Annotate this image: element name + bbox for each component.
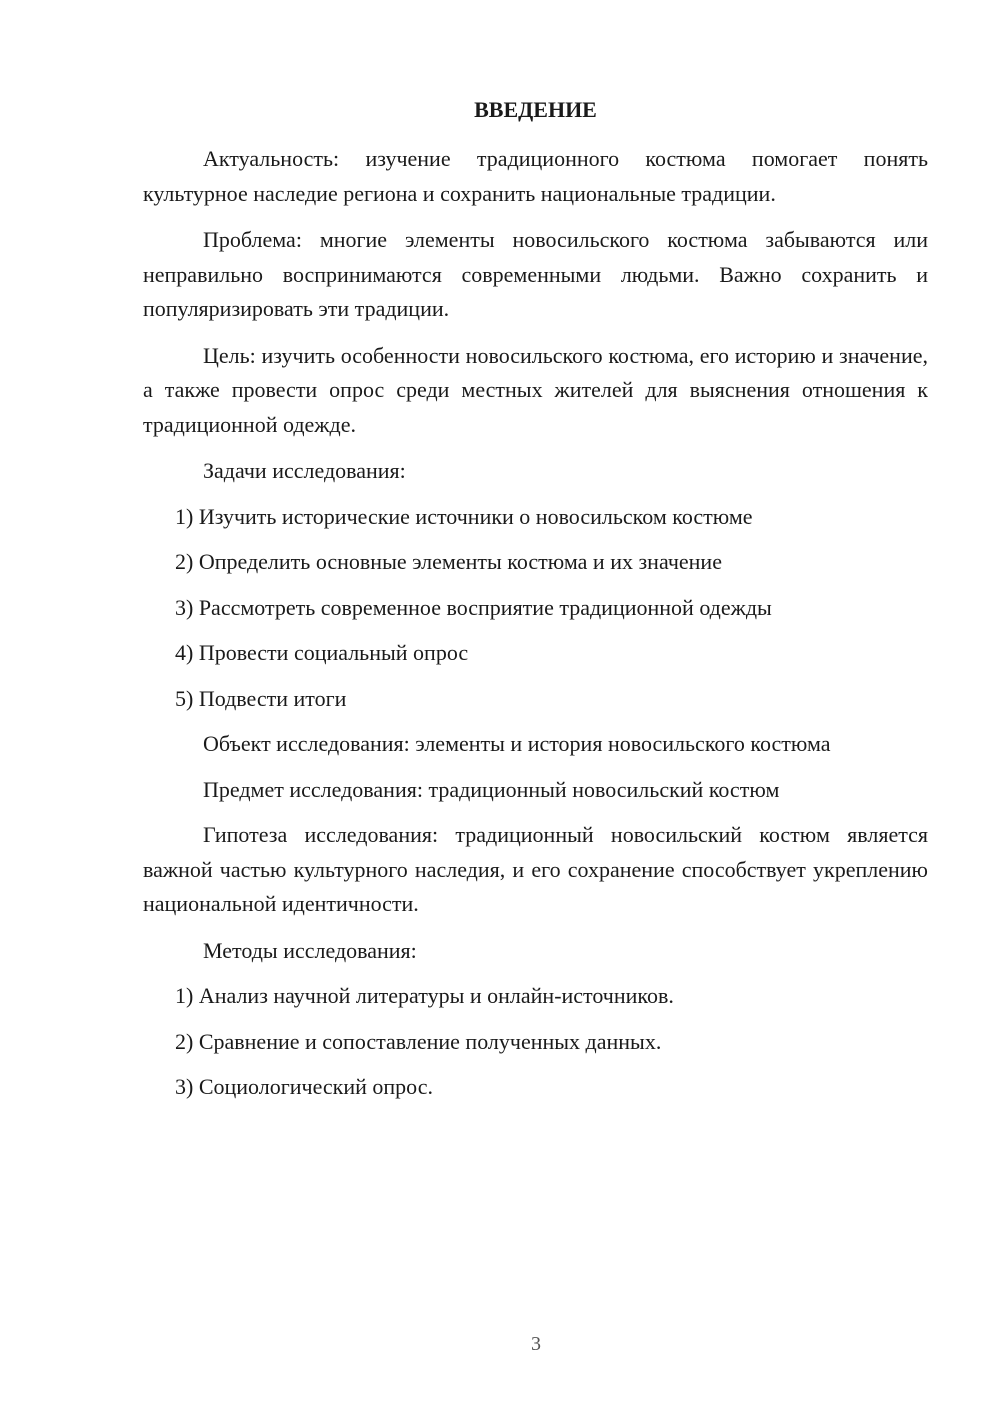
list-item: 4) Провести социальный опрос [175,640,469,665]
page-number: 3 [531,1333,541,1355]
tasks-heading: Задачи исследования: [203,458,406,483]
tasks-list [143,500,928,717]
list-item: 2) Определить основные элементы костюма и их значение [175,549,722,574]
subject-line: Предмет исследования: традиционный новосильский костюм [203,776,780,802]
list-item: 1) Изучить исторические источники о новосильском костюме [175,503,753,529]
list-item: 5) Подвести итоги [175,685,347,711]
goal-paragraph: Цель: изучить особенности новосильского костюма, его историю и значение, а также провести опрос среди местных жителей для выяснения отношения к традиционной одежде. [143,342,928,437]
hypothesis-paragraph: Гипотеза исследования: традиционный новосильский костюм является важной частью культурного наследия, и его сохранение способствует укреплению национальной идентичности. [143,822,928,916]
object-line: Объект исследования: элементы и история новосильского костюма [203,731,831,756]
methods-list [143,979,928,1105]
methods-heading: Методы исследования: [203,937,417,963]
document-page [143,92,928,1116]
relevance-paragraph: Актуальность: изучение традиционного костюма помогает понять культурное наследие региона и сохранить национальные традиции. [143,146,928,206]
problem-paragraph: Проблема: многие элементы новосильского костюма забываются или неправильно воспринимаются современными людьми. Важно сохранить и популяризировать эти традиции. [143,227,928,321]
list-item: 1) Анализ научной литературы и онлайн-источников. [175,983,674,1008]
list-item: 3) Социологический опрос. [175,1074,433,1099]
list-item: 3) Рассмотреть современное восприятие традиционной одежды [175,594,772,620]
list-item: 2) Сравнение и сопоставление полученных данных. [175,1028,662,1054]
page-title: ВВЕДЕНИЕ [474,97,597,122]
